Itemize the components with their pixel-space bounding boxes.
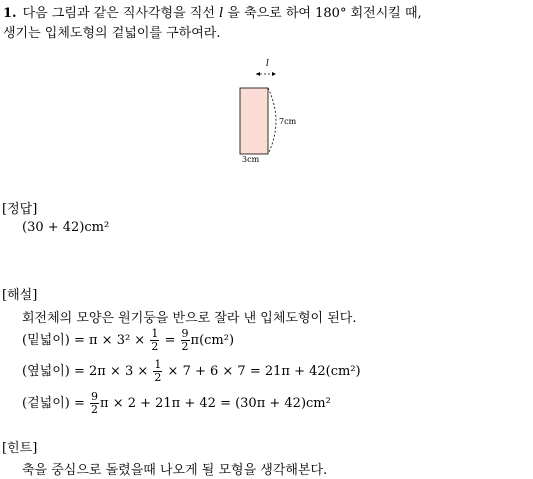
rectangle-figure bbox=[230, 56, 300, 166]
arrow-right-icon bbox=[272, 72, 276, 76]
width-label: 3cm bbox=[242, 155, 260, 164]
total-fraction: $\frac{9}{2}$ bbox=[91, 390, 99, 416]
question-text-b: 을 축으로 하여 bbox=[227, 6, 311, 21]
axis-variable: l bbox=[219, 6, 224, 21]
side-fraction: $\frac{1}{2}$ bbox=[154, 358, 162, 384]
total-area-line bbox=[22, 390, 331, 418]
base-area-label: (밑넓이) bbox=[22, 333, 70, 348]
answer-value: (30 + 42)cm² bbox=[22, 220, 110, 235]
base-area-expr-c: π(cm²) bbox=[190, 333, 235, 348]
arrow-left-icon bbox=[256, 72, 260, 76]
answer-header: [정답] bbox=[2, 202, 38, 217]
question-number: 1. bbox=[3, 6, 17, 21]
total-area-expr-b: π × 2 + 21π + 42 = (30π + 42)cm² bbox=[100, 396, 331, 411]
solution-intro: 회전체의 모양은 원기둥을 반으로 잘라 낸 입체도형이 된다. bbox=[22, 311, 357, 326]
rotation-angle: 180° bbox=[315, 6, 347, 21]
base-area-line bbox=[22, 327, 234, 355]
question-line-2: 생기는 입체도형의 겉넓이를 구하여라. bbox=[3, 26, 221, 41]
hint-header: [힌트] bbox=[2, 441, 38, 456]
figure-axis-label: l bbox=[266, 59, 269, 69]
base-area-expr-a: = π × 3² × bbox=[73, 333, 146, 348]
side-area-line bbox=[22, 358, 361, 386]
side-area-label: (옆넓이) bbox=[22, 364, 70, 379]
side-area-expr-b: × 7 + 6 × 7 = 21π + 42(cm²) bbox=[167, 364, 361, 379]
question-text-c: 회전시킬 때, bbox=[350, 6, 422, 21]
rectangle bbox=[240, 88, 268, 154]
total-area-label: (겉넓이) bbox=[22, 396, 70, 411]
solution-header: [해설] bbox=[2, 288, 38, 303]
base-fraction-1: $\frac{1}{2}$ bbox=[151, 327, 159, 353]
rotation-arc bbox=[268, 88, 276, 154]
question-text-a: 다음 그림과 같은 직사각형을 직선 bbox=[22, 6, 215, 21]
total-area-expr-a: = bbox=[73, 396, 85, 411]
side-area-expr-a: = 2π × 3 × bbox=[73, 364, 149, 379]
height-label: 7cm bbox=[279, 117, 297, 126]
question-line-1 bbox=[3, 4, 422, 24]
base-fraction-2: $\frac{9}{2}$ bbox=[181, 327, 189, 353]
base-area-expr-b: = bbox=[164, 333, 176, 348]
hint-text: 축을 중심으로 돌렸을때 나오게 될 모형을 생각해본다. bbox=[22, 463, 328, 478]
